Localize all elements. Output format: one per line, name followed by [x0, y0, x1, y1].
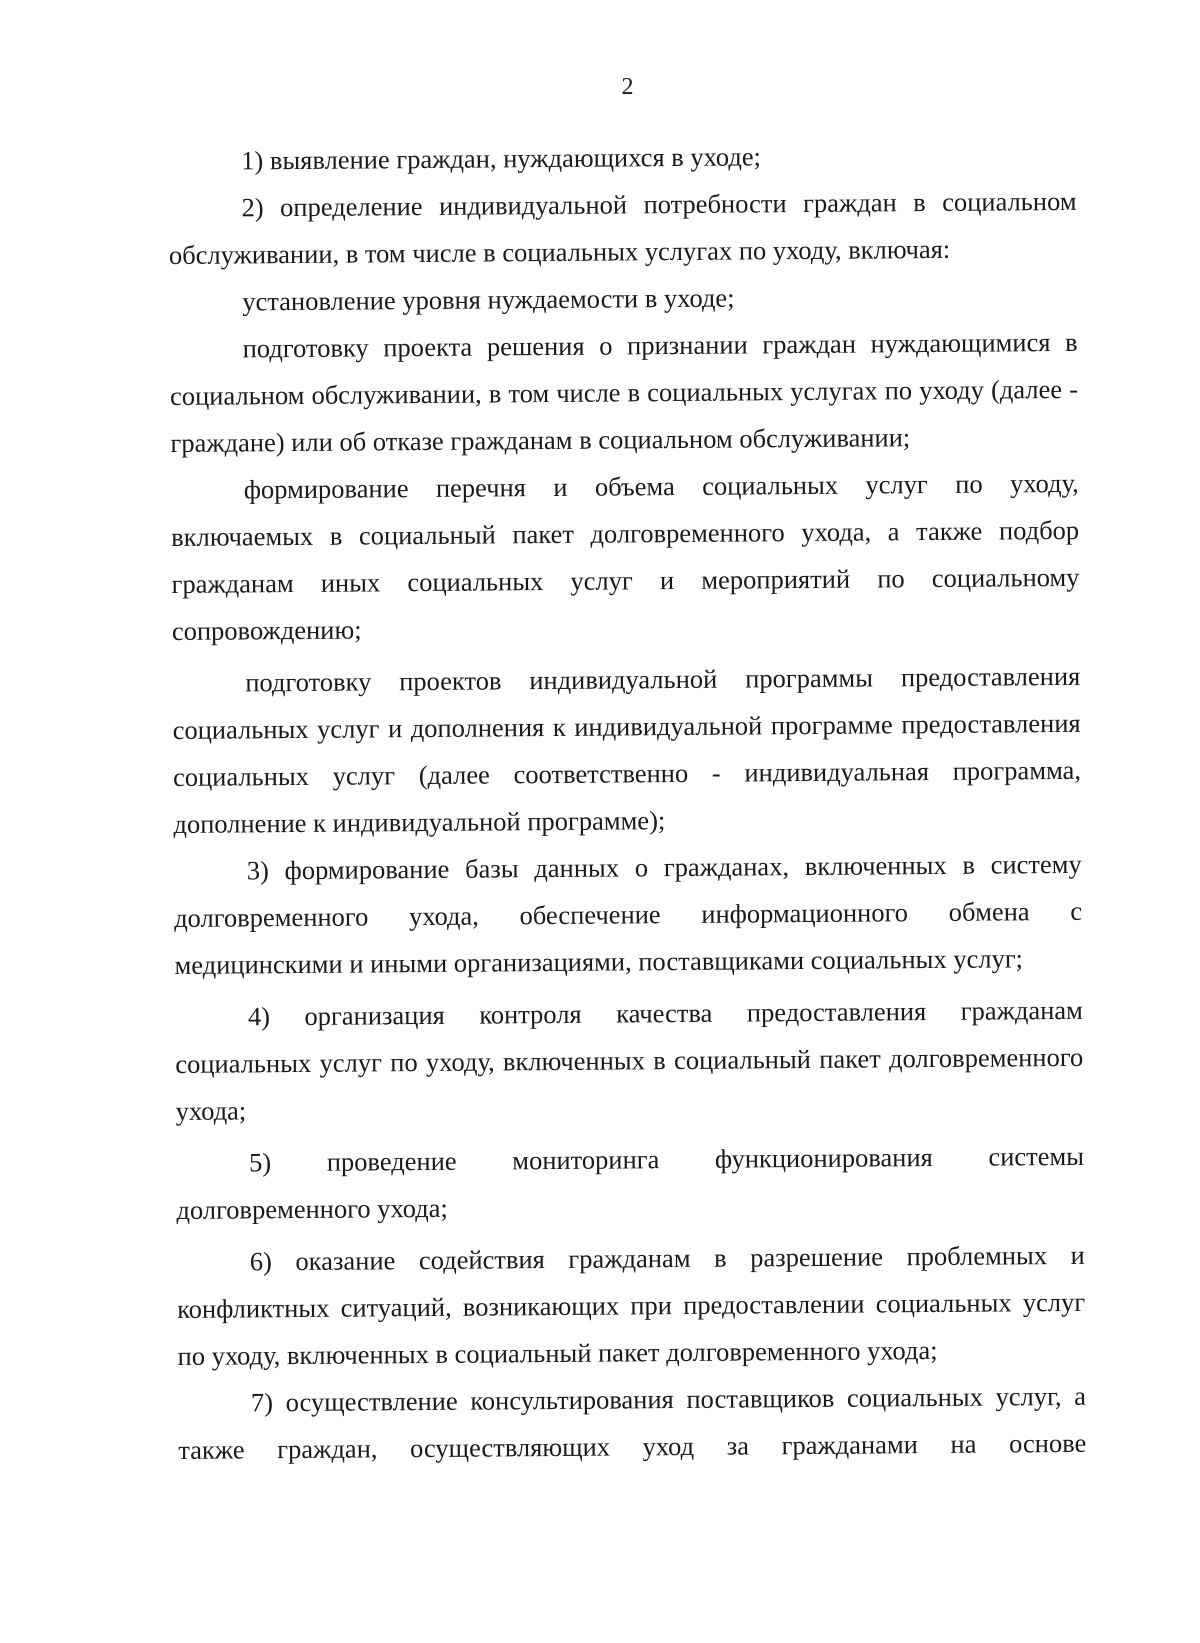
list-item-monitoring: 5) проведение мониторинга функционирования системы долговременного ухода;: [176, 1140, 1085, 1225]
list-item-identify-citizens: 1) выявление граждан, нуждающихся в уходе;: [241, 141, 762, 176]
list-item-determine-needs: 2) определение индивидуальной потребности граждан в социальном обслуживании, в том числе в социальных услугах по уходу, включая:: [168, 185, 1077, 270]
list-item-database: 3) формирование базы данных о гражданах, включенных в систему долговременного ухода, обеспечение информационного обмена с медицинскими и иными организациями, поставщиками социальных услуг;: [174, 848, 1083, 980]
page-number: 2: [621, 74, 634, 100]
list-item-quality-control: 4) организация контроля качества предоставления гражданам социальных услуг по уходу, включенных в социальный пакет долговременного ухода;: [175, 994, 1084, 1126]
list-item-conflict-assistance: 6) оказание содействия гражданам в разрешение проблемных и конфликтных ситуаций, возникающих при предоставлении социальных услуг по уходу, включенных в социальный пакет долговременного ухода;: [177, 1239, 1086, 1371]
sub-item-program-drafts: подготовку проектов индивидуальной программы предоставления социальных услуг и дополнения к индивидуальной программе предоставления социальных услуг (далее соответственно - индивидуальная программа, дополнение к индивидуальной программе);: [172, 660, 1082, 839]
sub-item-care-level: установление уровня нуждаемости в уходе;: [242, 282, 735, 317]
document-body: [168, 131, 1086, 1474]
sub-item-decision-draft: подготовку проекта решения о признании граждан нуждающимися в социальном обслуживании, в том числе в социальных услугах по уходу (далее - граждане) или об отказе гражданам в социальном обслуживании;: [169, 326, 1079, 458]
list-item-consulting: 7) осуществление консультирования поставщиков социальных услуг, а также граждан, осуществляющих уход за гражданами на основе: [178, 1380, 1087, 1465]
sub-item-services-list: формирование перечня и объема социальных услуг по уходу, включаемых в социальный пакет долговременного ухода, а также подбор гражданам иных социальных услуг и мероприятий по социальному сопровождению;: [171, 467, 1080, 646]
